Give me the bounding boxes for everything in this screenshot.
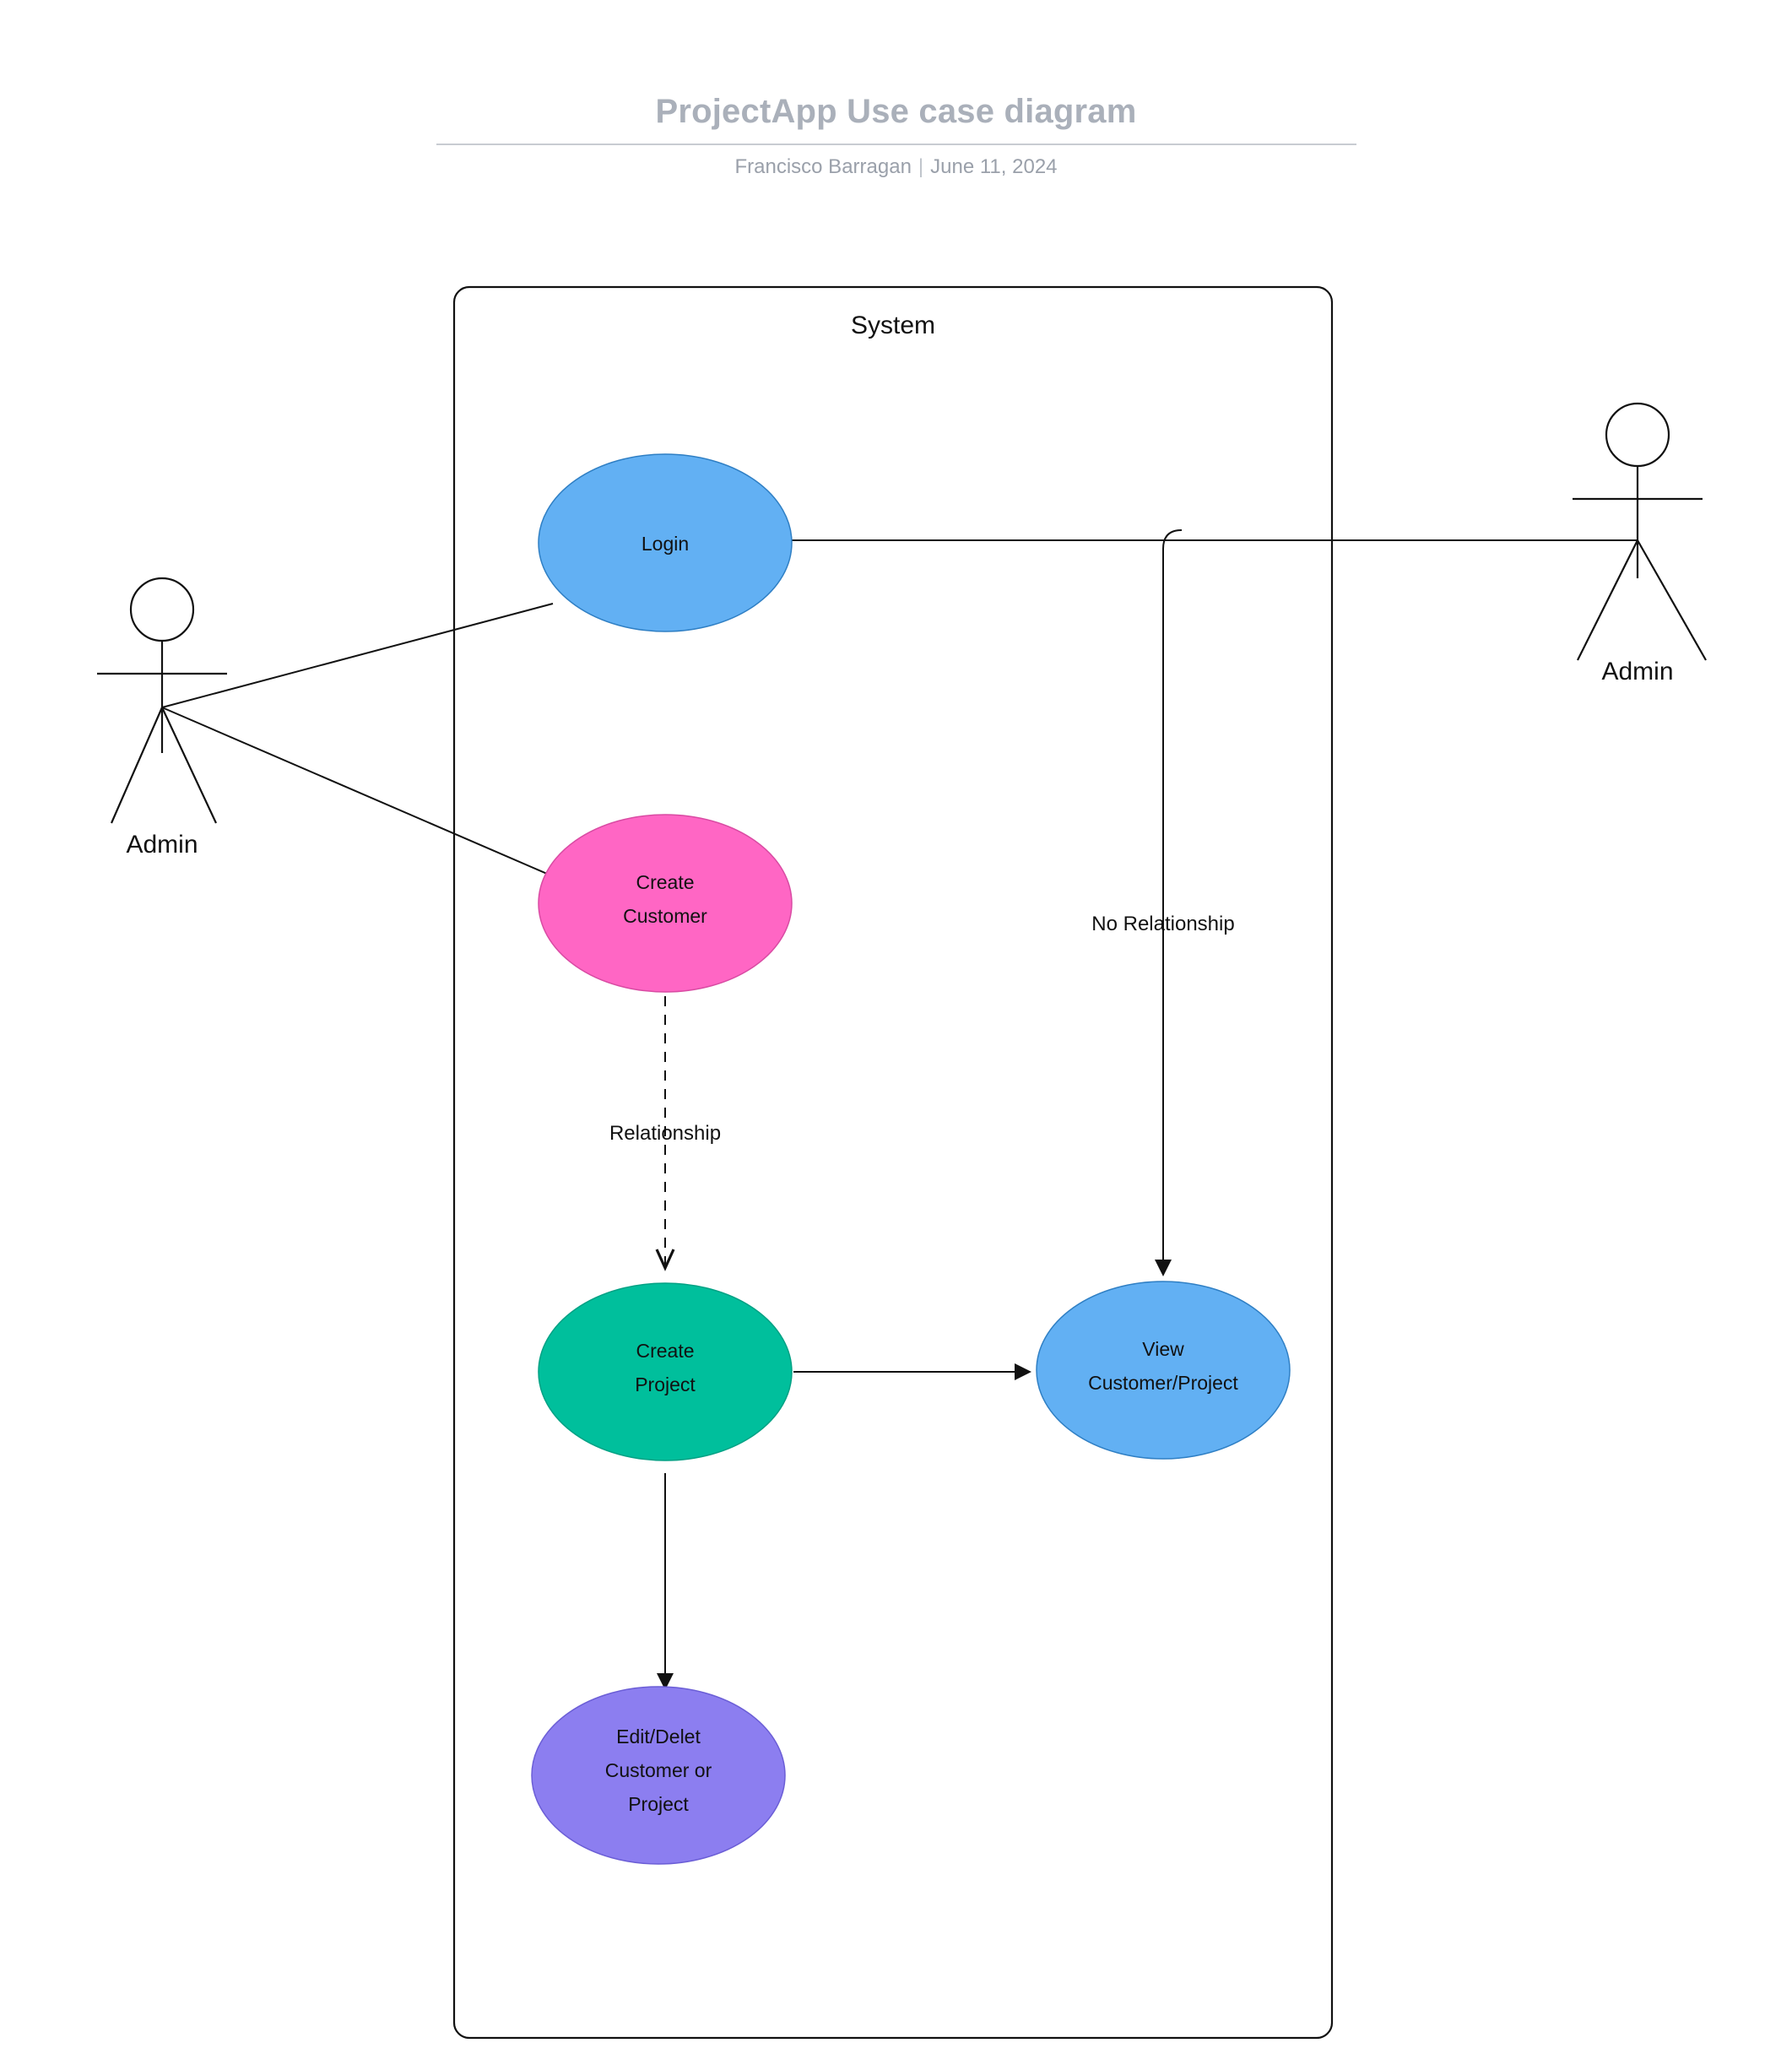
use-case-label: Login <box>641 533 690 555</box>
diagram-date: June 11, 2024 <box>930 155 1058 178</box>
use-case-login[interactable] <box>539 454 792 631</box>
use-case-edit-delete[interactable] <box>532 1687 785 1864</box>
use-case-label-line-2: Customer <box>623 905 707 927</box>
use-case-create-customer[interactable] <box>539 815 792 992</box>
author-name: Francisco Barragan <box>734 155 912 178</box>
use-case-label-line-1: Create <box>636 871 695 893</box>
actor-leg-left-line <box>111 707 162 823</box>
actor-admin-left[interactable] <box>97 578 227 859</box>
use-case-ellipse <box>539 815 792 992</box>
use-case-create-project[interactable] <box>539 1283 792 1460</box>
edge-label-relationship: Relationship <box>609 1122 722 1145</box>
actor-leg-left-line <box>1578 540 1638 660</box>
use-case-label-line-1: Edit/Delet <box>616 1726 701 1747</box>
actor-admin-right[interactable] <box>1573 404 1706 685</box>
actor-label: Admin <box>126 831 198 859</box>
actor-head-icon <box>1606 404 1669 466</box>
use-case-label-line-2: Project <box>635 1374 696 1395</box>
page-title: ProjectApp Use case diagram <box>655 93 1137 130</box>
use-case-ellipse <box>1037 1281 1290 1459</box>
system-boundary-label: System <box>850 312 936 339</box>
use-case-ellipse <box>539 1283 792 1460</box>
use-case-label-line-2: Customer/Project <box>1088 1372 1238 1394</box>
actor-label: Admin <box>1601 658 1674 685</box>
use-case-label-line-1: Create <box>636 1340 695 1362</box>
actor-head-icon <box>131 578 193 641</box>
actor-leg-right-line <box>1638 540 1706 660</box>
use-case-view-customer-project[interactable] <box>1037 1281 1290 1459</box>
byline-separator: | <box>918 155 924 178</box>
use-case-label-line-3: Project <box>628 1793 689 1815</box>
use-case-label-line-1: View <box>1142 1338 1184 1360</box>
actor-leg-right-line <box>162 707 216 823</box>
edge-label-no-relationship: No Relationship <box>1091 913 1235 935</box>
use-case-label-line-2: Customer or <box>604 1759 712 1781</box>
